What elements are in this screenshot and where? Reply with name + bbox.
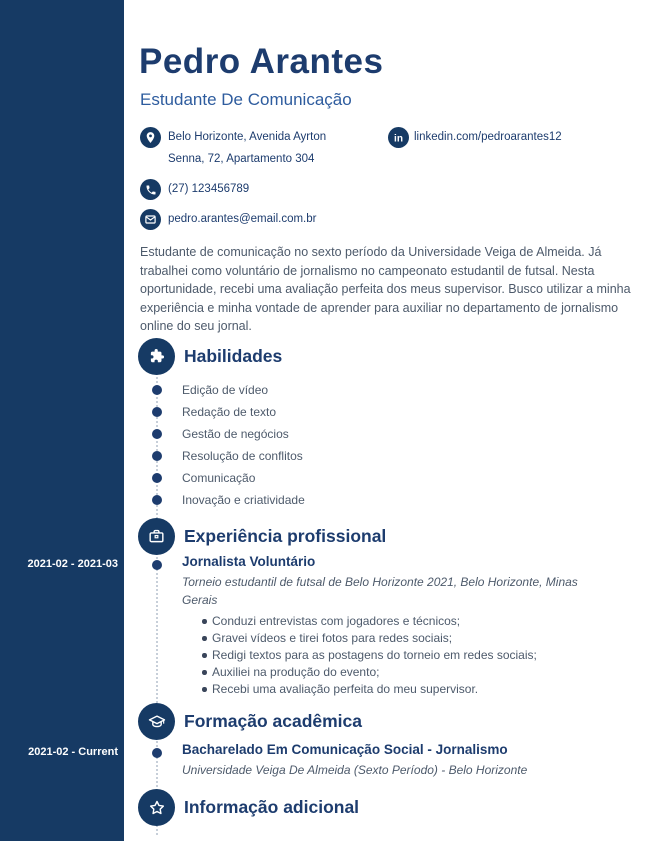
skills-list [140,379,500,511]
star-icon [138,789,175,826]
additional-title: Informação adicional [184,797,360,817]
phone-icon [140,179,161,200]
bullet-dot-icon [152,473,162,483]
address-line1: Belo Horizonte, Avenida Ayrton [168,131,327,143]
job-bullet: Gravei vídeos e tirei fotos para redes sociais; [182,630,634,647]
skill-item [140,489,500,511]
skill-item [140,445,500,467]
education-title: Formação acadêmica [184,711,363,731]
skill-label: Edição de vídeo [182,383,269,397]
linkedin-url: linkedin.com/pedroarantes12 [414,131,562,143]
phone-number: (27) 123456789 [168,183,250,195]
bullet-dot-icon [152,495,162,505]
skill-item [140,379,500,401]
left-sidebar [0,0,124,841]
envelope-glyph [144,213,157,226]
bullet-dot-icon [152,407,162,417]
experience-entry [182,554,634,698]
school-name: Universidade Veiga De Almeida (Sexto Período) - Belo Horizonte [182,763,528,777]
job-bullet-list [182,613,634,698]
location-pin-glyph [144,131,157,144]
bullet-dot-icon [152,385,162,395]
job-title: Jornalista Voluntário [182,554,316,569]
puzzle-glyph [147,347,166,366]
degree-title: Bacharelado Em Comunicação Social - Jornalismo [182,742,508,757]
linkedin-icon [388,127,409,148]
job-organization: Torneio estudantil de futsal de Belo Horizonte 2021, Belo Horizonte, Minas Gerais [182,575,578,607]
job-bullet: Auxiliei na produção do evento; [182,664,634,681]
skills-title: Habilidades [184,346,283,366]
briefcase-glyph [147,527,166,546]
education-entry [182,742,634,779]
phone-glyph [145,184,157,196]
section-header-education [138,703,362,740]
timeline-dot-icon [152,560,162,570]
graduation-cap-icon [138,703,175,740]
skill-label: Comunicação [182,471,256,485]
skill-label: Resolução de conflitos [182,449,303,463]
job-bullet: Redigi textos para as postagens do torneio em redes sociais; [182,647,634,664]
star-glyph [147,798,167,818]
svg-text:in: in [394,133,403,145]
location-pin-icon [140,127,161,148]
profile-summary: Estudante de comunicação no sexto período da Universidade Veiga de Almeida. Já trabalhei como voluntário de jornalismo no campeonato estudantil de futsal. Nesta oportunidade, recebi uma avaliação perfeita dos meus supervisor. Busco utilizar a minha experiência e minha vontade de aprender para auxiliar no departamento de jornalismo online do seu jornal. [140,245,631,333]
puzzle-icon [138,338,175,375]
education-date-range: 2021-02 - Current [28,746,118,758]
graduation-cap-glyph [147,712,167,732]
skill-label: Inovação e criatividade [182,493,305,507]
skill-label: Gestão de negócios [182,427,289,441]
email-address: pedro.arantes@email.com.br [168,213,317,225]
email-icon [140,209,161,230]
skill-label: Redação de texto [182,405,277,419]
section-header-skills [138,338,282,375]
skill-item [140,401,500,423]
section-header-experience [138,518,386,555]
linkedin-glyph [388,127,409,148]
timeline-dot-icon [152,748,162,758]
bullet-dot-icon [152,429,162,439]
experience-title: Experiência profissional [184,526,387,546]
section-header-additional [138,789,359,826]
briefcase-icon [138,518,175,555]
skill-item [140,467,500,489]
job-bullet: Conduzi entrevistas com jogadores e técnicos; [182,613,634,630]
experience-date-range: 2021-02 - 2021-03 [27,558,118,570]
address-line2: Senna, 72, Apartamento 304 [168,153,315,165]
job-bullet: Recebi uma avaliação perfeita do meu supervisor. [182,681,634,698]
skill-item [140,423,500,445]
bullet-dot-icon [152,451,162,461]
person-name: Pedro Arantes [139,42,384,81]
person-job-title: Estudante De Comunicação [140,90,352,109]
